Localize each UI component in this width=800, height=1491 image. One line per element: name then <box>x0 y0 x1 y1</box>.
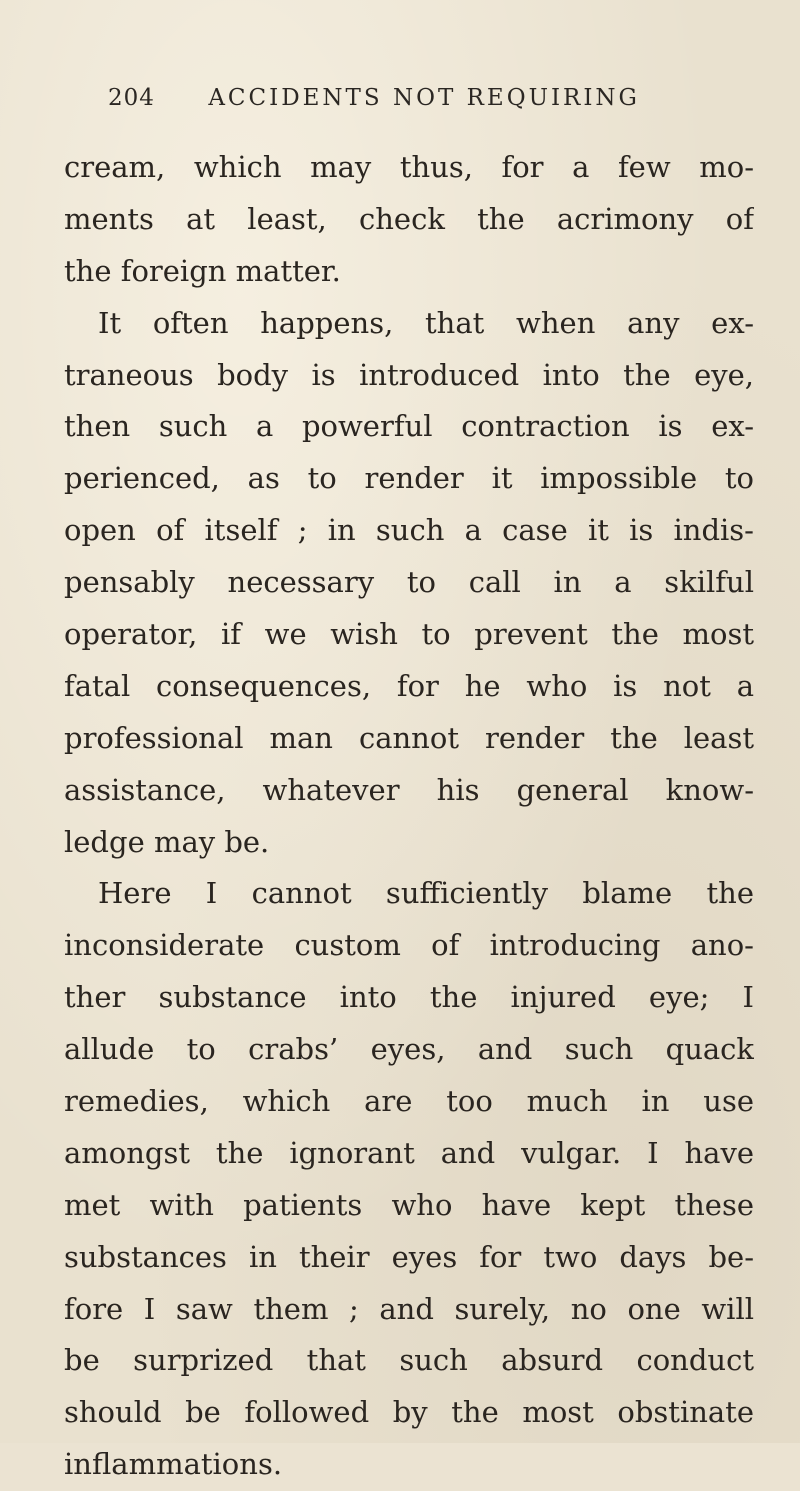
text-line: operator, if we wish to prevent the most <box>64 617 754 652</box>
text-line: should be followed by the most obstinate <box>64 1395 754 1430</box>
text-line: It often happens, that when any ex- <box>98 305 754 340</box>
text-line: allude to crabs’ eyes, and such quack <box>64 1032 754 1067</box>
text-line: the foreign matter. <box>64 253 341 288</box>
page-number: 204 <box>108 85 155 111</box>
text-line: ledge may be. <box>64 824 270 859</box>
text-line: ther substance into the injured eye; I <box>64 980 754 1015</box>
text-line: then such a powerful contraction is ex- <box>64 409 754 444</box>
page-header <box>108 85 708 111</box>
text-line: fore I saw them ; and surely, no one will <box>64 1291 754 1326</box>
text-line: traneous body is introduced into the eye, <box>64 357 754 392</box>
text-line: Here I cannot sufficiently blame the <box>98 876 754 911</box>
text-line: remedies, which are too much in use <box>64 1084 754 1119</box>
text-line: be surprized that such absurd conduct <box>64 1343 754 1378</box>
text-line: substances in their eyes for two days be- <box>64 1239 754 1274</box>
text-line: assistance, whatever his general know- <box>64 772 754 807</box>
text-line: fatal consequences, for he who is not a <box>64 668 754 703</box>
body-text <box>64 142 754 1491</box>
text-line: pensably necessary to call in a skilful <box>64 565 754 600</box>
text-line: cream, which may thus, for a few mo- <box>64 150 754 184</box>
text-line: amongst the ignorant and vulgar. I have <box>64 1135 754 1170</box>
text-line: professional man cannot render the least <box>64 720 754 755</box>
text-line: open of itself ; in such a case it is indis- <box>64 513 754 548</box>
text-line: ments at least, check the acrimony of <box>64 201 754 236</box>
running-title: ACCIDENTS NOT REQUIRING <box>208 85 640 111</box>
text-line: met with patients who have kept these <box>64 1187 754 1222</box>
text-line: inflammations. <box>64 1447 283 1482</box>
text-line: perienced, as to render it impossible to <box>64 461 754 496</box>
text-line: inconsiderate custom of introducing ano- <box>64 928 754 963</box>
